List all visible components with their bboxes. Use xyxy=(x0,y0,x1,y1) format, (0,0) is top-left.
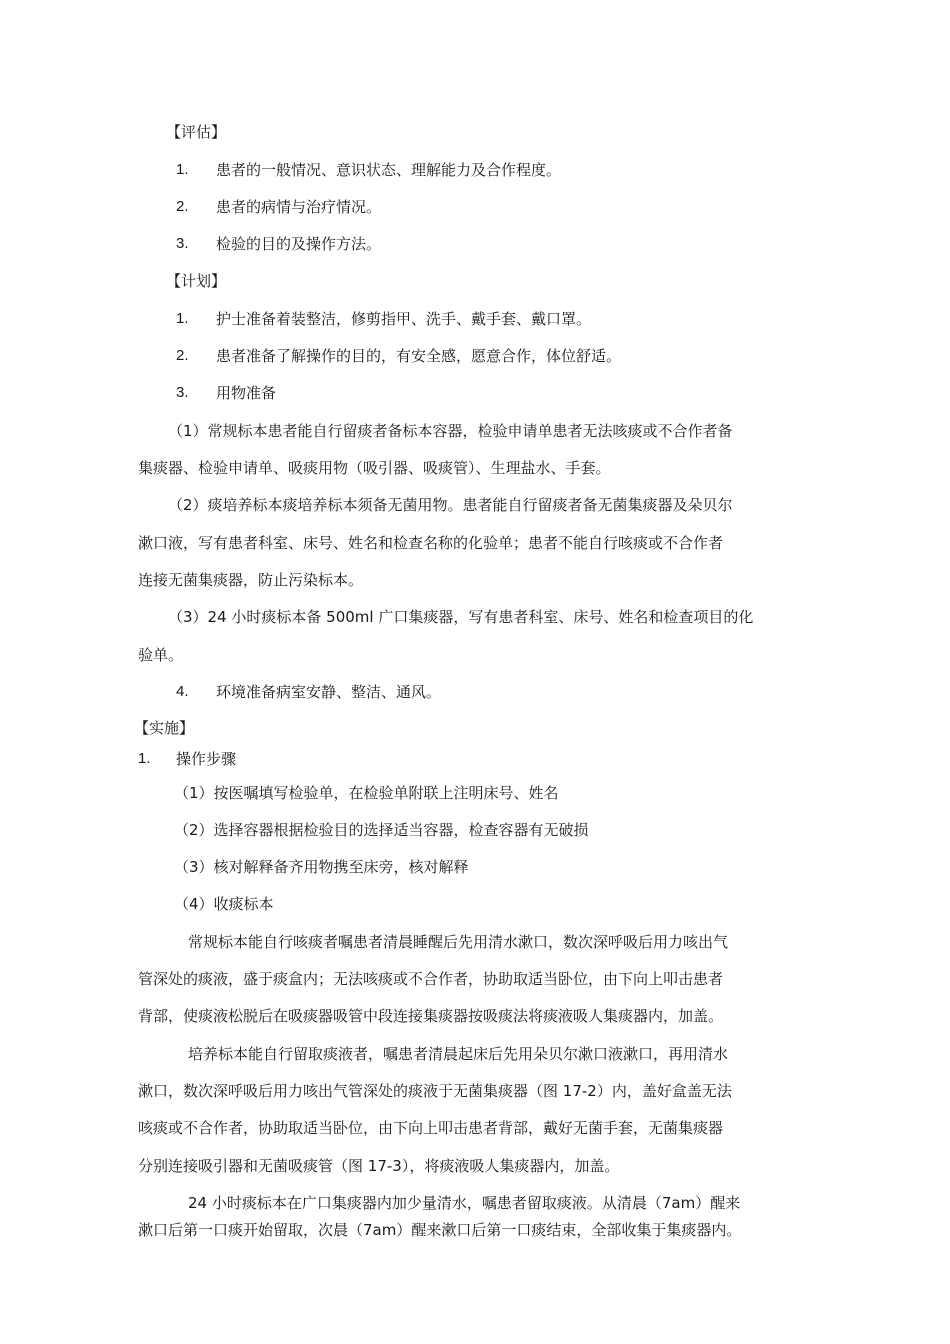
plan-item-3-number: 3. xyxy=(176,384,189,401)
routine-paragraph-line-1: 常规标本能自行咳痰者嘱患者清晨睡醒后先用清水漱口，数次深呼吸后用力咳出气 xyxy=(188,933,729,951)
plan-sub2-line-2: 漱口液，写有患者科室、床号、姓名和检查名称的化验单；患者不能自行咳痰或不合作者 xyxy=(138,534,724,552)
routine-paragraph-line-2: 管深处的痰液，盛于痰盒内；无法咳痰或不合作者，协助取适当卧位，由下向上叩击患者 xyxy=(138,970,724,988)
plan-sub1-line-2: 集痰器、检验申请单、吸痰用物（吸引器、吸痰管）、生理盐水、手套。 xyxy=(138,459,611,477)
24h-paragraph-line-2: 漱口后第一口痰开始留取，次晨（7am）醒来漱口后第一口痰结束，全部收集于集痰器内。 xyxy=(138,1221,742,1239)
assessment-item-1-text: 患者的一般情况、意识状态、理解能力及合作程度。 xyxy=(216,161,562,179)
plan-sub3-line-1: （3）24 小时痰标本备 500ml 广口集痰器，写有患者科室、床号、姓名和检查项目的化 xyxy=(168,608,754,626)
assessment-item-3-number: 3. xyxy=(176,235,189,252)
plan-item-4-number: 4. xyxy=(176,683,189,700)
plan-item-4-text: 环境准备病室安静、整洁、通风。 xyxy=(216,683,442,701)
culture-paragraph-line-1: 培养标本能自行留取痰液者，嘱患者清晨起床后先用朵贝尔漱口液漱口，再用清水 xyxy=(188,1045,729,1063)
plan-heading: 【计划】 xyxy=(166,272,227,290)
assessment-item-3-text: 检验的目的及操作方法。 xyxy=(216,235,382,253)
plan-sub2-line-1: （2）痰培养标本痰培养标本须备无菌用物。患者能自行留痰者备无菌集痰器及朵贝尔 xyxy=(168,496,733,514)
assessment-heading: 【评估】 xyxy=(166,123,227,141)
culture-paragraph-line-4: 分别连接吸引器和无菌吸痰管（图 17-3），将痰液吸人集痰器内，加盖。 xyxy=(138,1157,620,1175)
implementation-step-number: 1. xyxy=(138,750,151,767)
assessment-item-1-number: 1. xyxy=(176,161,189,178)
plan-item-2-number: 2. xyxy=(176,347,189,364)
plan-sub3-line-2: 验单。 xyxy=(138,646,184,664)
assessment-item-2-number: 2. xyxy=(176,198,189,215)
substep-2: （2）选择容器根据检验目的选择适当容器，检查容器有无破损 xyxy=(174,821,589,839)
implementation-step-text: 操作步骤 xyxy=(176,750,237,768)
routine-paragraph-line-3: 背部，使痰液松脱后在吸痰器吸管中段连接集痰器按吸痰法将痰液吸人集痰器内，加盖。 xyxy=(138,1007,724,1025)
substep-1: （1）按医嘱填写检验单，在检验单附联上注明床号、姓名 xyxy=(174,784,559,802)
implementation-heading: 【实施】 xyxy=(134,719,195,737)
24h-paragraph-line-1: 24 小时痰标本在广口集痰器内加少量清水，嘱患者留取痰液。从清晨（7am）醒来 xyxy=(188,1194,741,1212)
culture-paragraph-line-2: 漱口，数次深呼吸后用力咳出气管深处的痰液于无菌集痰器（图 17-2）内，盖好盒盖无法 xyxy=(138,1082,732,1100)
plan-sub2-line-3: 连接无菌集痰器，防止污染标本。 xyxy=(138,571,364,589)
substep-4: （4）收痰标本 xyxy=(174,895,274,913)
plan-sub1-line-1: （1）常规标本患者能自行留痰者备标本容器，检验申请单患者无法咳痰或不合作者备 xyxy=(168,422,733,440)
plan-item-2-text: 患者准备了解操作的目的，有安全感，愿意合作，体位舒适。 xyxy=(216,347,622,365)
plan-item-1-text: 护士准备着装整洁，修剪指甲、洗手、戴手套、戴口罩。 xyxy=(216,310,592,328)
plan-item-3-text: 用物准备 xyxy=(216,384,277,402)
substep-3: （3）核对解释备齐用物携至床旁，核对解释 xyxy=(174,858,469,876)
assessment-item-2-text: 患者的病情与治疗情况。 xyxy=(216,198,382,216)
culture-paragraph-line-3: 咳痰或不合作者，协助取适当卧位，由下向上叩击患者背部，戴好无菌手套，无菌集痰器 xyxy=(138,1119,724,1137)
plan-item-1-number: 1. xyxy=(176,310,189,327)
